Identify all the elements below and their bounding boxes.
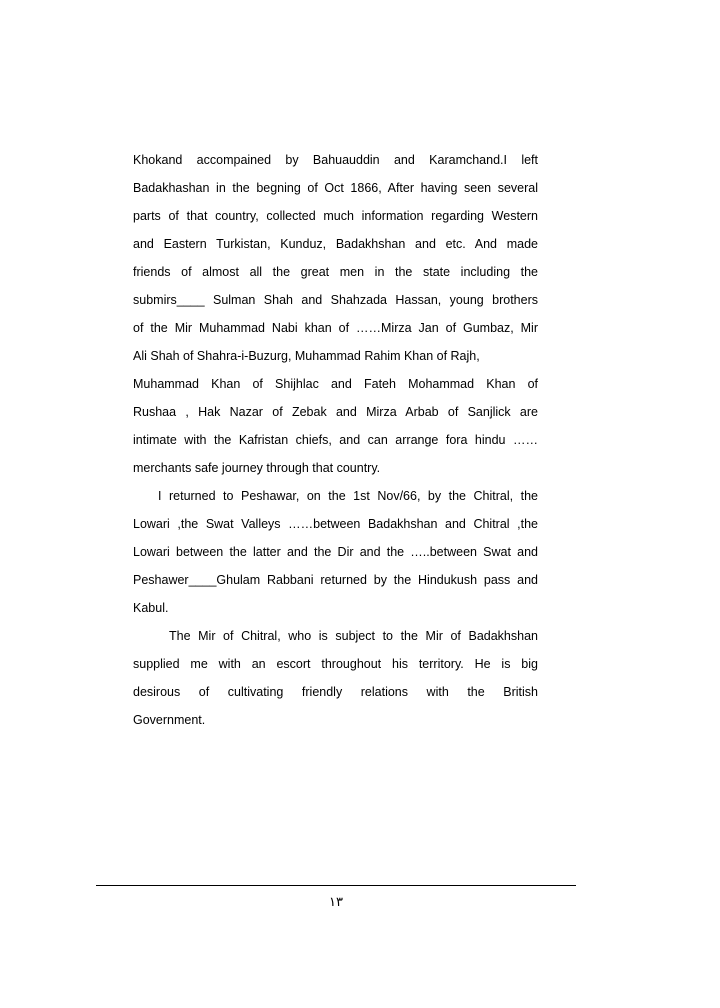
text-line: Muhammad Khan of Shijhlac and Fateh Mohammad Khan of	[133, 377, 538, 391]
paragraph-first-line: I returned to Peshawar, on the 1st Nov/66, by the Chitral, the	[158, 489, 538, 503]
text-line: desirous of cultivating friendly relations with the British	[133, 685, 538, 699]
text-line: Lowari between the latter and the Dir and the …..between Swat and	[133, 545, 538, 559]
text-line: Peshawer____Ghulam Rabbani returned by the Hindukush pass and	[133, 573, 538, 587]
text-line: submirs____ Sulman Shah and Shahzada Hassan, young brothers	[133, 293, 538, 307]
text-line: of the Mir Muhammad Nabi khan of ……Mirza Jan of Gumbaz, Mir	[133, 321, 538, 335]
text-line: Kabul.	[133, 601, 169, 615]
text-line: merchants safe journey through that country.	[133, 461, 381, 475]
page-number: ۱۳	[329, 894, 343, 909]
body-text	[133, 146, 538, 734]
text-line: Badakhashan in the begning of Oct 1866, After having seen several	[133, 181, 538, 195]
paragraph-first-line: The Mir of Chitral, who is subject to the Mir of Badakhshan	[169, 629, 538, 643]
text-line: Ali Shah of Shahra-i-Buzurg, Muhammad Rahim Khan of Rajh,	[133, 349, 480, 363]
footer-divider	[96, 885, 576, 886]
text-line: friends of almost all the great men in the state including the	[133, 265, 538, 279]
text-line: Khokand accompained by Bahuauddin and Karamchand.I left	[133, 153, 538, 167]
text-line: intimate with the Kafristan chiefs, and can arrange fora hindu ……	[133, 433, 538, 447]
text-line: Rushaa , Hak Nazar of Zebak and Mirza Arbab of Sanjlick are	[133, 405, 538, 419]
text-line: Lowari ,the Swat Valleys ……between Badakhshan and Chitral ,the	[133, 517, 538, 531]
text-line: parts of that country, collected much information regarding Western	[133, 209, 538, 223]
text-line: Government.	[133, 713, 206, 727]
text-line: and Eastern Turkistan, Kunduz, Badakhshan and etc. And made	[133, 237, 538, 251]
text-line: supplied me with an escort throughout his territory. He is big	[133, 657, 538, 671]
